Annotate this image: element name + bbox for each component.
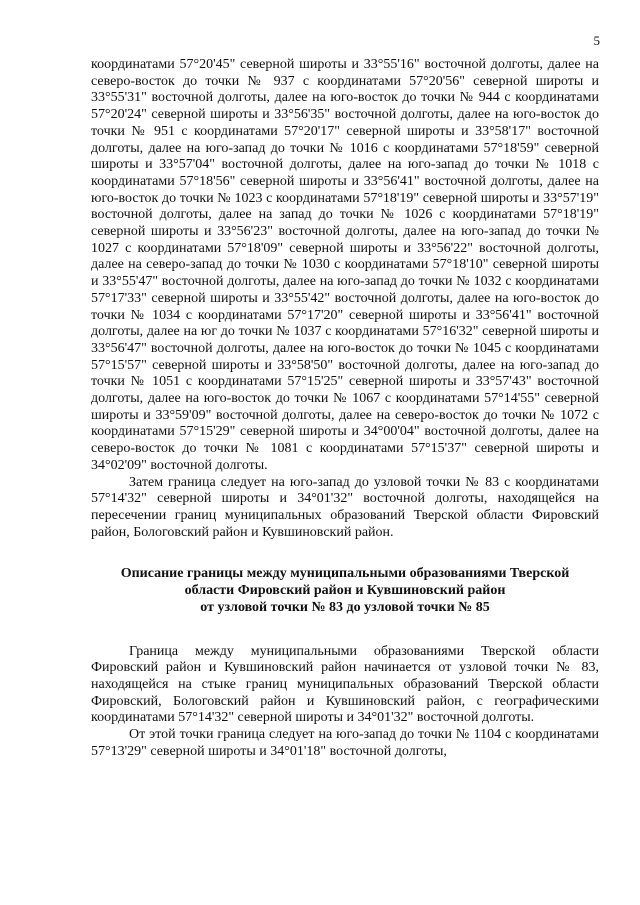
document-body bbox=[91, 57, 599, 760]
section-heading bbox=[91, 566, 599, 616]
section-heading-line-3: от узловой точки № 83 до узловой точки № 85 bbox=[200, 599, 490, 615]
junction-point-paragraph: Затем граница следует на юго-запад до узловой точки № 83 с координатами 57°14'32" северной широты и 34°01'32" восточной долготы, находящейся на пересечении границ муниципальных образований Тверской области Фировский район, Бологовский район и Кувшиновский район. bbox=[91, 474, 599, 540]
boundary-description-paragraph: координатами 57°20'45" северной широты и 33°55'16" восточной долготы, далее на северо-восток до точки № 937 с координатами 57°20'56" северной широты и 33°55'31" восточной долготы, далее на юго-восток до точки № 944 с координатами 57°20'24" северной широты и 33°56'35" восточной долготы, далее на юго-восток до точки № 951 с координатами 57°20'17" северной широты и 33°58'17" восточной долготы, далее на юго-запад до точки № 1016 с координатами 57°18'59" северной широты и 33°57'04" восточной долготы, далее на юго-запад до точки № 1018 с координатами 57°18'56" северной широты и 33°56'41" восточной долготы, далее на юго-восток до точки № 1023 с координатами 57°18'19" северной широты и 33°57'19" восточной долготы, далее на запад до точки № 1026 с координатами 57°18'19" северной широты и 33°56'23" восточной долготы, далее на юго-запад до точки № 1027 с координатами 57°18'09" северной широты и 33°56'22" восточной долготы, далее на северо-запад до точки № 1030 с координатами 57°18'10" северной широты и 33°55'47" восточной долготы, далее на юго-запад до точки № 1032 с координатами 57°17'33" северной широты и 33°55'42" восточной долготы, далее на юго-восток до точки № 1034 с координатами 57°17'20" северной широты и 33°56'41" восточной долготы, далее на юг до точки № 1037 с координатами 57°16'32" северной широты и 33°56'47" восточной долготы, далее на юго-восток до точки № 1045 с координатами 57°15'57" северной широты и 33°58'50" восточной долготы, далее на юго-запад до точки № 1051 с координатами 57°15'25" северной широты и 33°57'43" восточной долготы, далее на юго-восток до точки № 1067 с координатами 57°14'55" северной широты и 33°59'09" восточной долготы, далее на северо-восток до точки № 1072 с координатами 57°15'29" северной широты и 34°00'04" восточной долготы, далее на северо-восток до точки № 1081 с координатами 57°15'37" северной широты и 34°02'09" восточной долготы. bbox=[91, 57, 599, 473]
section-heading-line-2: области Фировский район и Кувшиновский район bbox=[184, 583, 506, 599]
boundary-continuation-paragraph: От этой точки граница следует на юго-запад до точки № 1104 с координатами 57°13'29" северной широты и 34°01'18" восточной долготы, bbox=[91, 727, 599, 759]
boundary-start-paragraph: Граница между муниципальными образованиями Тверской области Фировский район и Кувшиновский район начинается от узловой точки № 83, находящейся на стыке границ муниципальных образований Тверской области Фировский, Бологовский район и Кувшиновский район, с географическими координатами 57°14'32" северной широты и 34°01'32" восточной долготы. bbox=[91, 643, 599, 726]
section-heading-line-1: Описание границы между муниципальными образованиями Тверской bbox=[120, 566, 570, 582]
page-number: 5 bbox=[593, 33, 600, 48]
